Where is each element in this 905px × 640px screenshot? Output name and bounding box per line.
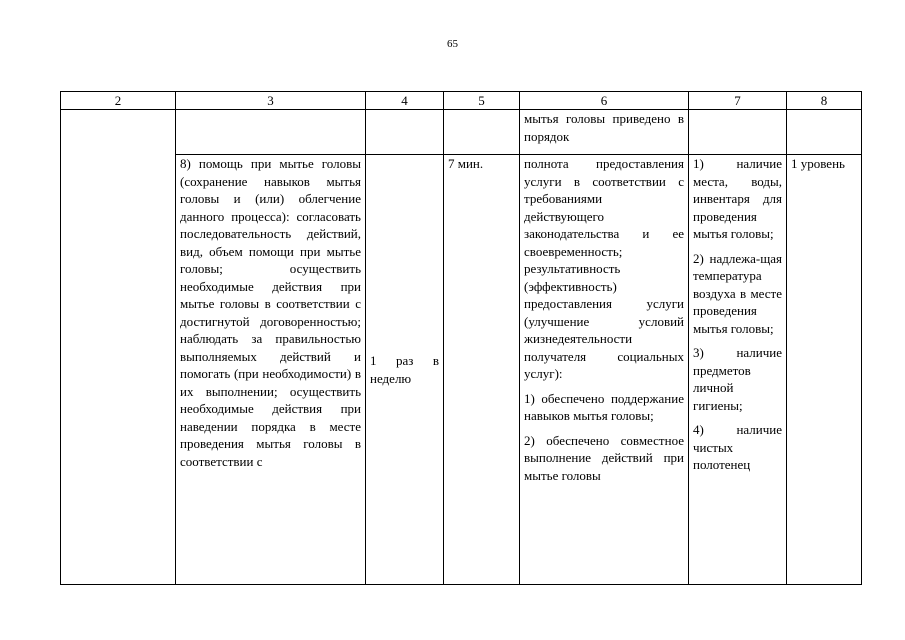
page-number: 65	[447, 38, 458, 50]
condition-item-2: 2) надлежа-щая температура воздуха в месте проведения мытья головы;	[693, 250, 782, 336]
header-col-8: 8	[787, 92, 862, 110]
standards-table	[60, 91, 862, 585]
cont-cell-col7	[689, 110, 787, 155]
cell-col2	[61, 110, 176, 585]
header-col-5: 5	[444, 92, 520, 110]
header-col-7: 7	[689, 92, 787, 110]
service-frequency: 1 раз в неделю	[366, 155, 444, 585]
quality-indicators	[520, 155, 689, 585]
quality-item-1: 1) обеспечено поддержание навыков мытья головы;	[524, 390, 684, 423]
service-row	[61, 155, 862, 585]
condition-item-3: 3) наличие предметов личной гигиены;	[693, 345, 782, 413]
cont-cell-col4	[366, 110, 444, 155]
cont-cell-col6: мытья головы приведено в порядок	[520, 110, 689, 155]
condition-item-4: 4) наличие чистых полотенец	[693, 422, 782, 472]
cont-cell-col3	[176, 110, 366, 155]
service-level: 1 уровень	[787, 155, 862, 585]
condition-item-1: 1) наличие места, воды, инвентаря для проведения мытья головы;	[693, 156, 782, 241]
continuation-row	[61, 110, 862, 155]
service-duration: 7 мин.	[444, 155, 520, 585]
quality-item-2: 2) обеспечено совместное выполнение действий при мытье головы	[524, 432, 684, 483]
conditions	[689, 155, 787, 585]
header-col-3: 3	[176, 92, 366, 110]
header-col-4: 4	[366, 92, 444, 110]
cont-cell-col8	[787, 110, 862, 155]
header-row	[61, 92, 862, 110]
cont-cell-col5	[444, 110, 520, 155]
quality-intro: полнота предоставления услуги в соответствии с требованиями действующего законодательства и ее своевременность; результативность (эффективность) предоставления услуги (улучшение условий жизнедеятельности получателя социальных услуг):	[524, 156, 684, 381]
service-description: 8) помощь при мытье головы (сохранение навыков мытья головы и (или) облегчение данного процесса): согласовать последовательность действий, вид, объем помощи при мытье головы; осуществить необходимые действия при мытье головы в соответствии с достигнутой договоренностью; наблюдать за правильностью выполняемых действий и помогать (при необходимости) в их выполнении; осуществить необходимые действия при наведении порядка в месте проведения мытья головы в соответствии с	[176, 155, 366, 585]
header-col-6: 6	[520, 92, 689, 110]
header-col-2: 2	[61, 92, 176, 110]
